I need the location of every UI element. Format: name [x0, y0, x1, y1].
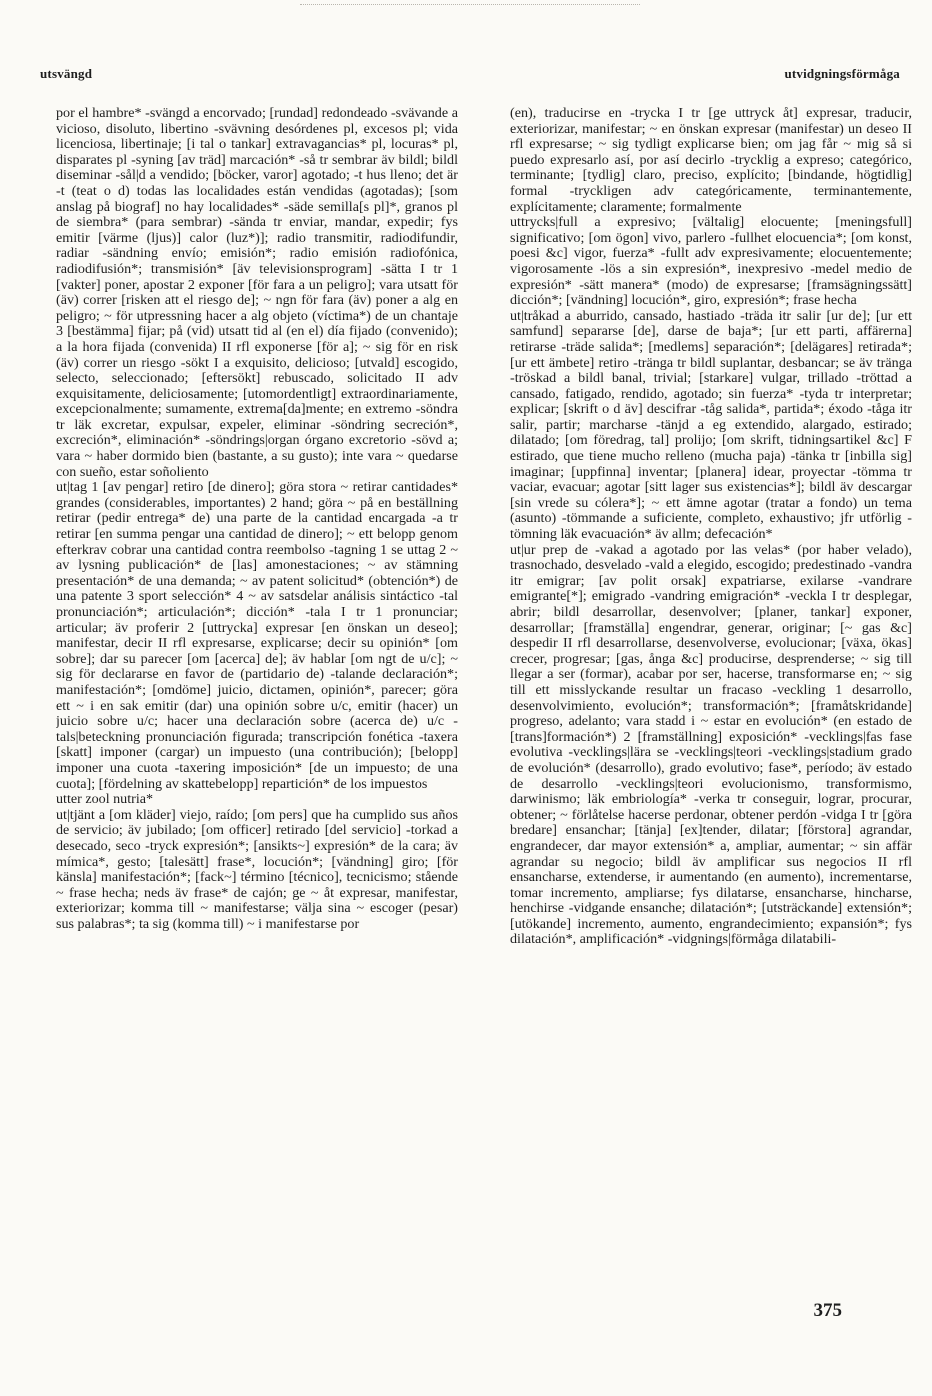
- dictionary-entry: ut|tjänt a [om kläder] viejo, raído; [om pers] que ha cumplido sus años de servicio; äv jubilado; [om officer] retirado [del servicio] -torkad a desecado, seco -tryck expresión*; [ansikts~] expresión* de la cara; äv mímica*, gesto; [talesätt] frase*, locución*; [vändning] giro; [för känsla] manifestación*; [fack~] término [técnico], tecnicismo; stående ~ frase hecha; neds äv frase* de cajón; ge ~ åt expresar, manifestar, exteriorizar; komma till ~ manifestarse; välja sina ~ escoger (pesar) sus palabras*; ta sig (komma till) ~ i manifestarse por: [56, 806, 458, 932]
- dictionary-entry: por el hambre* -svängd a encorvado; [rundad] redondeado -svävande a vicioso, disoluto, libertino -svävning desórdenes pl, excesos pl; vida licenciosa, libertinaje; [i tal o tankar] extravagancias* pl, locuras* pl, disparates pl -syning [av träd] marcación* -så tr sembrar äv bildl; bildl diseminar -sål|d a vendido; [böcker, varor] agotado; -t hus lleno; det är -t (teat o d) todas las localidades están vendidas (agotadas); [som anslag på biograf] no hay localidades* -säde semilla[s pl]*, granos pl de siembra* (para sembrar) -sända tr enviar, mandar, expedir; fys emitir [värme (ljus)] calor (luz*)]; radio transmitir, radiodifundir, radiar -sändning envío; emisión*; radio emisión radiofónica, radiodifusión*; transmisión* [äv televisionsprogram] -sätta I tr 1 [vakter] poner, apostar 2 exponer [för fara a un peligro]; vara utsatt för (äv) correr [risken att el riesgo de]; ~ ngn för fara (äv) poner a alg en peligro; ~ för utpressning hacer a alg objeto (víctima*) de un chantaje 3 [bestämma] fijar; på (vid) utsatt tid al (en el) día fijado (convenido); a la hora fijada (convenida) II rfl exponerse [för a]; ~ sig för en risk (äv) correr un riesgo -sökt I a exquisito, delicioso; [utvald] escogido, selecto, seleccionado; [eftersökt] rebuscado, solicitado II adv exquisitamente, deliciosamente; [utomordentligt] extraordinariamente, excepcionalmente; sumamente, extrema[da]mente; en extremo -söndra tr läk excretar, expulsar, expeler, eliminar -söndring secreción*, excreción*, eliminación* -söndrings|organ órgano excretorio -sövd a; vara ~ haber dormido bien (bastante, a su gusto); inte vara ~ quedarse con sueño, estar soñoliento: [56, 106, 458, 480]
- dictionary-entry: (en), traducirse en -trycka I tr [ge uttryck åt] expresar, traducir, exteriorizar, manifestar; ~ en önskan expresar (manifestar) un deseo II rfl expresarse; ~ sig tydligt explicarse bien; om jag får ~ mig så si puedo expresarlo así, por así decirlo -trycklig a expreso; categórico, terminante; [tydlig] claro, preciso, explícito; [bindande, högtidlig] formal -tryckligen adv categóricamente, terminantemente, explícitamente; claramente; formalmente: [510, 106, 912, 215]
- dictionary-entry: utter zool nutria*: [56, 791, 154, 808]
- left-guide-word: utsvängd: [40, 66, 93, 81]
- right-column: [510, 106, 912, 1286]
- dictionary-entry: ut|ur prep de -vakad a agotado por las velas* (por haber velado), trasnochado, desvelado -vald a elegido, escogido; predestinado -vandra itr emigrar; [av polit orsak] expatriarse, exilarse -vandrare emigrante[*]; emigrado -vandring emigración* -veckla I tr desplegar, abrir; bildl desarrollar, desenvolver; [planer, tankar] exponer, desarrollar; [framställa] engendrar, generar, originar; [~ gas &c] despedir II rfl desarrollarse, desenvolverse, evolucionar; [växa, ökas] crecer, progresar; [gas, ånga &c] producirse, desprenderse; ~ sig till llegar a ser (formar), acabar por ser, hacerse, transformarse en; ~ sig till ett misslyckande resultar un fracaso -veckling 1 desarrollo, desenvolvimiento, evolución*; transformación*; [framåtskridande] progreso, adelanto; vara stadd i ~ estar en evolución* (en estado de [trans]formación*) 2 [framställning] exposición* -vecklings|fas fase evolutiva -vecklings|lära se -vecklings|teori -vecklings|stadium grado de evolución* (desarrollo), grado evolutivo; fase*, período; äv estado de desarrollo -vecklings|teori evolucionismo, transformismo, darwinismo; läk embriología* -verka tr conseguir, lograr, procurar, obtener; ~ förlåtelse hacerse perdonar, obtener perdón -vidga I tr [göra bredare] ensanchar; [tänja] [ex]tender, dilatar; [förstora] agrandar, engrandecer, dar mayor extensión* a, ampliar, aumentar; ~ sin affär agrandar su negocio; bildl äv amplificar sus negocios II rfl ensancharse, extenderse, ir aumentando (en aumento), incrementarse, tomar incremento, ampliarse; fys dilatarse, ensancharse, hincharse, henchirse -vidgande ensanche; dilatación*; [utsträckande] extensión*; [utökande] incremento, aumento, engrandecimiento; expansión*; fys dilatación*, amplificación* -vidgnings|förmåga dilatabili-: [510, 541, 912, 948]
- right-guide-word: utvidgningsförmåga: [784, 66, 900, 81]
- dictionary-columns: [56, 106, 912, 1286]
- dictionary-entry: uttrycks|full a expresivo; [vältalig] elocuente; [meningsfull] significativo; [om ögon] vivo, parlero -fullhet elocuencia*; [om konst, poesi &c] vigor, fuerza* -fullt adv expresivamente; elocuentemente; vigorosamente -lös a sin expresión*, inexpresivo -medel medio de expresión* -sätt manera* (modo) de expresarse; [framsägningssätt] dicción*; [vändning] locución*, giro, expresión*; frase hecha: [510, 214, 912, 309]
- scan-edge-dots: [300, 4, 640, 5]
- running-header: [40, 66, 900, 82]
- dictionary-entry: ut|tag 1 [av pengar] retiro [de dinero]; göra stora ~ retirar cantidades* grandes (considerables, importantes) 2 hand; göra ~ på en beställning retirar (pedir entrega* de) una parte de la cantidad encargada -a tr retirar [en summa pengar una cantidad de dinero]; ~ ett belopp genom efterkrav cobrar una cantidad contra reembolso -tagning 1 se uttag 2 ~ av lysning publicación* de [las] amonestaciones; ~ av stämning presentación* de una demanda; ~ av patent solicitud* (obtención*) de una patente 3 sport selección* 4 ~ av satsdelar análisis sintáctico -tal pronunciación*; articulación*; dicción* -tala I tr 1 pronunciar; articular; äv proferir 2 [uttrycka] expresar [en önskan un deseo]; manifestar, decir II rfl expresarse, explicarse; decir su opinión* [om sobre]; dar su parecer [om [acerca] de]; äv hablar [om ngt de u/c]; ~ sig för declararse en favor de (partidario de) -talande declaración*; manifestación*; [omdöme] juicio, dictamen, opinión*, parecer; göra ett ~ i en sak emitir (dar) una opinión sobre u/c, emitir (hacer) un juicio sobre u/c; hacer una declaración sobre (acerca de) u/c -tals|beteckning pronunciación figurada; transcripción fonética -taxera [skatt] imponer (cargar) un impuesto (una contribución); [belopp] imponer una cuota -taxering imposición* [de un impuesto; de una cuota]; [fördelning av skattebelopp] repartición* de los impuestos: [56, 479, 458, 792]
- left-column: [56, 106, 458, 1286]
- page-number: 375: [813, 1300, 842, 1321]
- dictionary-entry: ut|tråkad a aburrido, cansado, hastiado -träda itr salir [ur de]; [ur ett samfund] separarse [de], darse de baja*; [ur ett parti, affärerna] retirarse -träde salida*; [medlems] separación*; [delägares] retirada*; [ur ett ämbete] retiro -tränga tr bildl suplantar, desbancar; se äv tränga -tröskad a bildl banal, trivial; [starkare] vulgar, trillado -tröttad a cansado, fatigado, rendido, agotado; sin fuerza* -tyda tr interpretar; explicar; [skrift o d äv] descifrar -tåg salida*, partida*; éxodo -tåga itr salir, partir; marcharse -tänjd a eg extendido, alargado, estirado; dilatado; [om föredrag, tal] prolijo; [om skrift, tidningsartikel &c] F estirado, que tiene mucho relleno (mucha paja) -tänka tr [inbilla sig] imaginar; [uppfinna] inventar; [planera] idear, proyectar -tömma tr vaciar, evacuar; agotar [sitt lager sus existencias*]; bildl äv descargar [sin vrede su cólera*]; ~ ett ämne agotar (tratar a fondo) un tema (asunto) -tömmande a suficiente, completo, exhaustivo; jfr utförlig -tömning läk evacuación* äv allm; defecación*: [510, 307, 912, 543]
